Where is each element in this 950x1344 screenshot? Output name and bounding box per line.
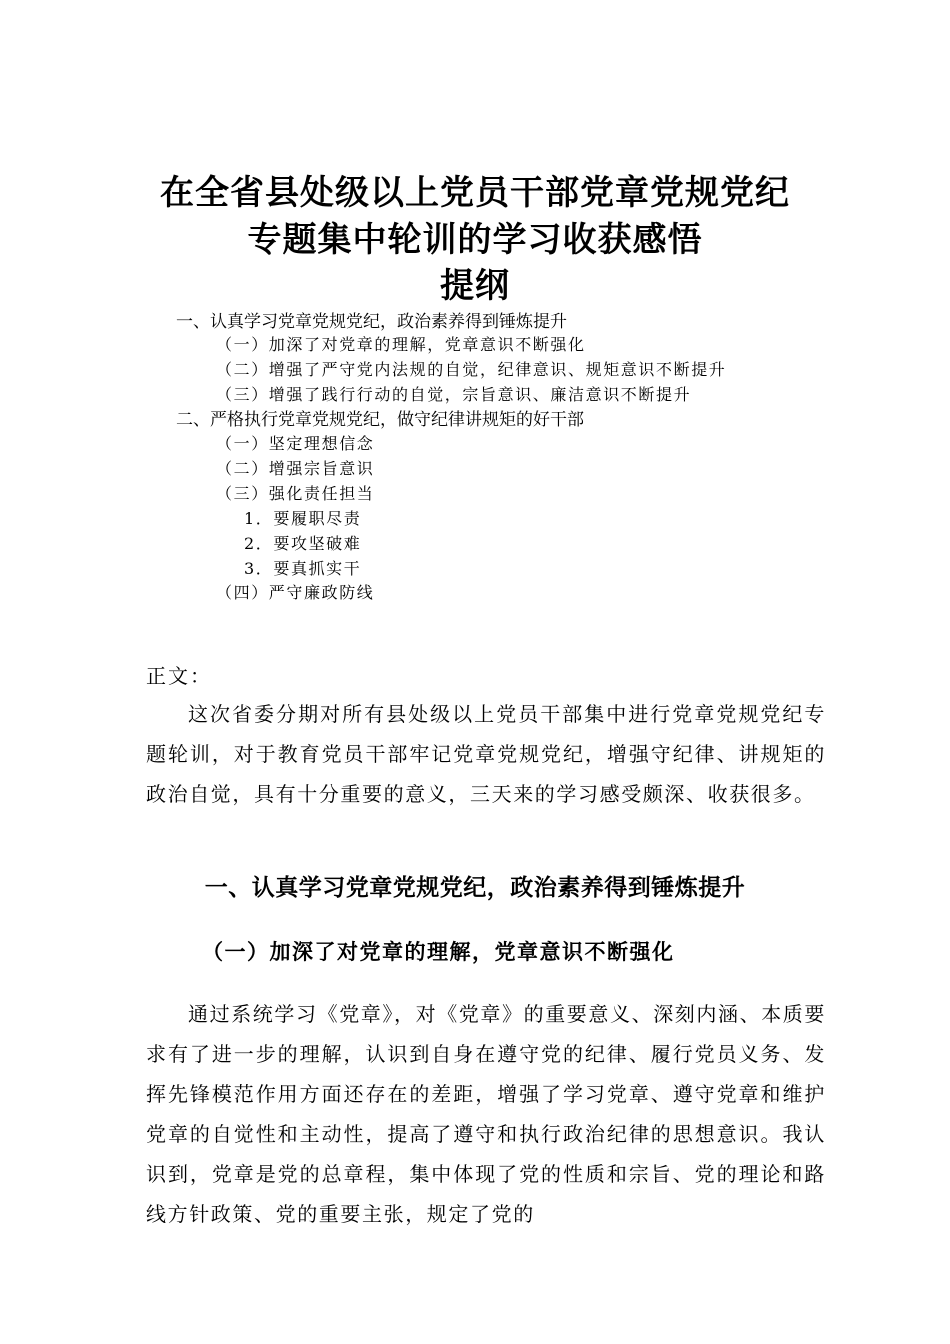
section-heading: 一、认真学习党章党规党纪，政治素养得到锤炼提升 — [204, 875, 746, 901]
outline-part-2-item: （四）严守廉政防线 — [216, 583, 375, 602]
outline-part-2-item: （三）强化责任担当 — [216, 484, 375, 503]
subsection-heading: （一）加深了对党章的理解，党章意识不断强化 — [202, 939, 675, 964]
outline-part-1-heading: 一、认真学习党章党规党纪，政治素养得到锤炼提升 — [176, 312, 567, 332]
document-title-line-2: 专题集中轮训的学习收获感悟 — [247, 220, 703, 260]
document-title-line-3: 提纲 — [440, 266, 510, 306]
outline-part-2-subitem: 2．要攻坚破难 — [244, 534, 362, 553]
outline-part-2-heading: 二、严格执行党章党规党纪，做守纪律讲规矩的好干部 — [176, 410, 584, 430]
outline-part-1-item: （三）增强了践行行动的自觉，宗旨意识、廉洁意识不断提升 — [216, 385, 692, 404]
body-paragraph: 通过系统学习《党章》，对《党章》的重要意义、深刻内涵、本质要求有了进一步的理解，认识到自身在遵守党的纪律、履行党员义务、发挥先锋模范作用方面还存在的差距，增强了学习党章、遵守党章和维护党章的自觉性和主动性，提高了遵守和执行政治纪律的思想意识。我认识到，党章是党的总章程，集中体现了党的性质和宗旨、党的理论和路线方针政策、党的重要主张，规定了党的 — [146, 1002, 826, 1226]
outline-part-2-item: （二）增强宗旨意识 — [216, 459, 375, 478]
intro-paragraph: 这次省委分期对所有县处级以上党员干部集中进行党章党规党纪专题轮训，对于教育党员干部牢记党章党规党纪，增强守纪律、讲规矩的政治自觉，具有十分重要的意义，三天来的学习感受颇深、收获很多。 — [146, 702, 826, 806]
outline-part-1-item: （一）加深了对党章的理解，党章意识不断强化 — [216, 335, 586, 354]
document-title-line-1: 在全省县处级以上党员干部党章党规党纪 — [160, 173, 790, 213]
body-label: 正文： — [146, 664, 212, 688]
outline-part-2-subitem: 1．要履职尽责 — [244, 509, 362, 528]
outline-part-1-item: （二）增强了严守党内法规的自觉，纪律意识、规矩意识不断提升 — [216, 360, 727, 379]
outline-part-2-item: （一）坚定理想信念 — [216, 434, 375, 453]
outline-part-2-subitem: 3．要真抓实干 — [244, 559, 362, 578]
